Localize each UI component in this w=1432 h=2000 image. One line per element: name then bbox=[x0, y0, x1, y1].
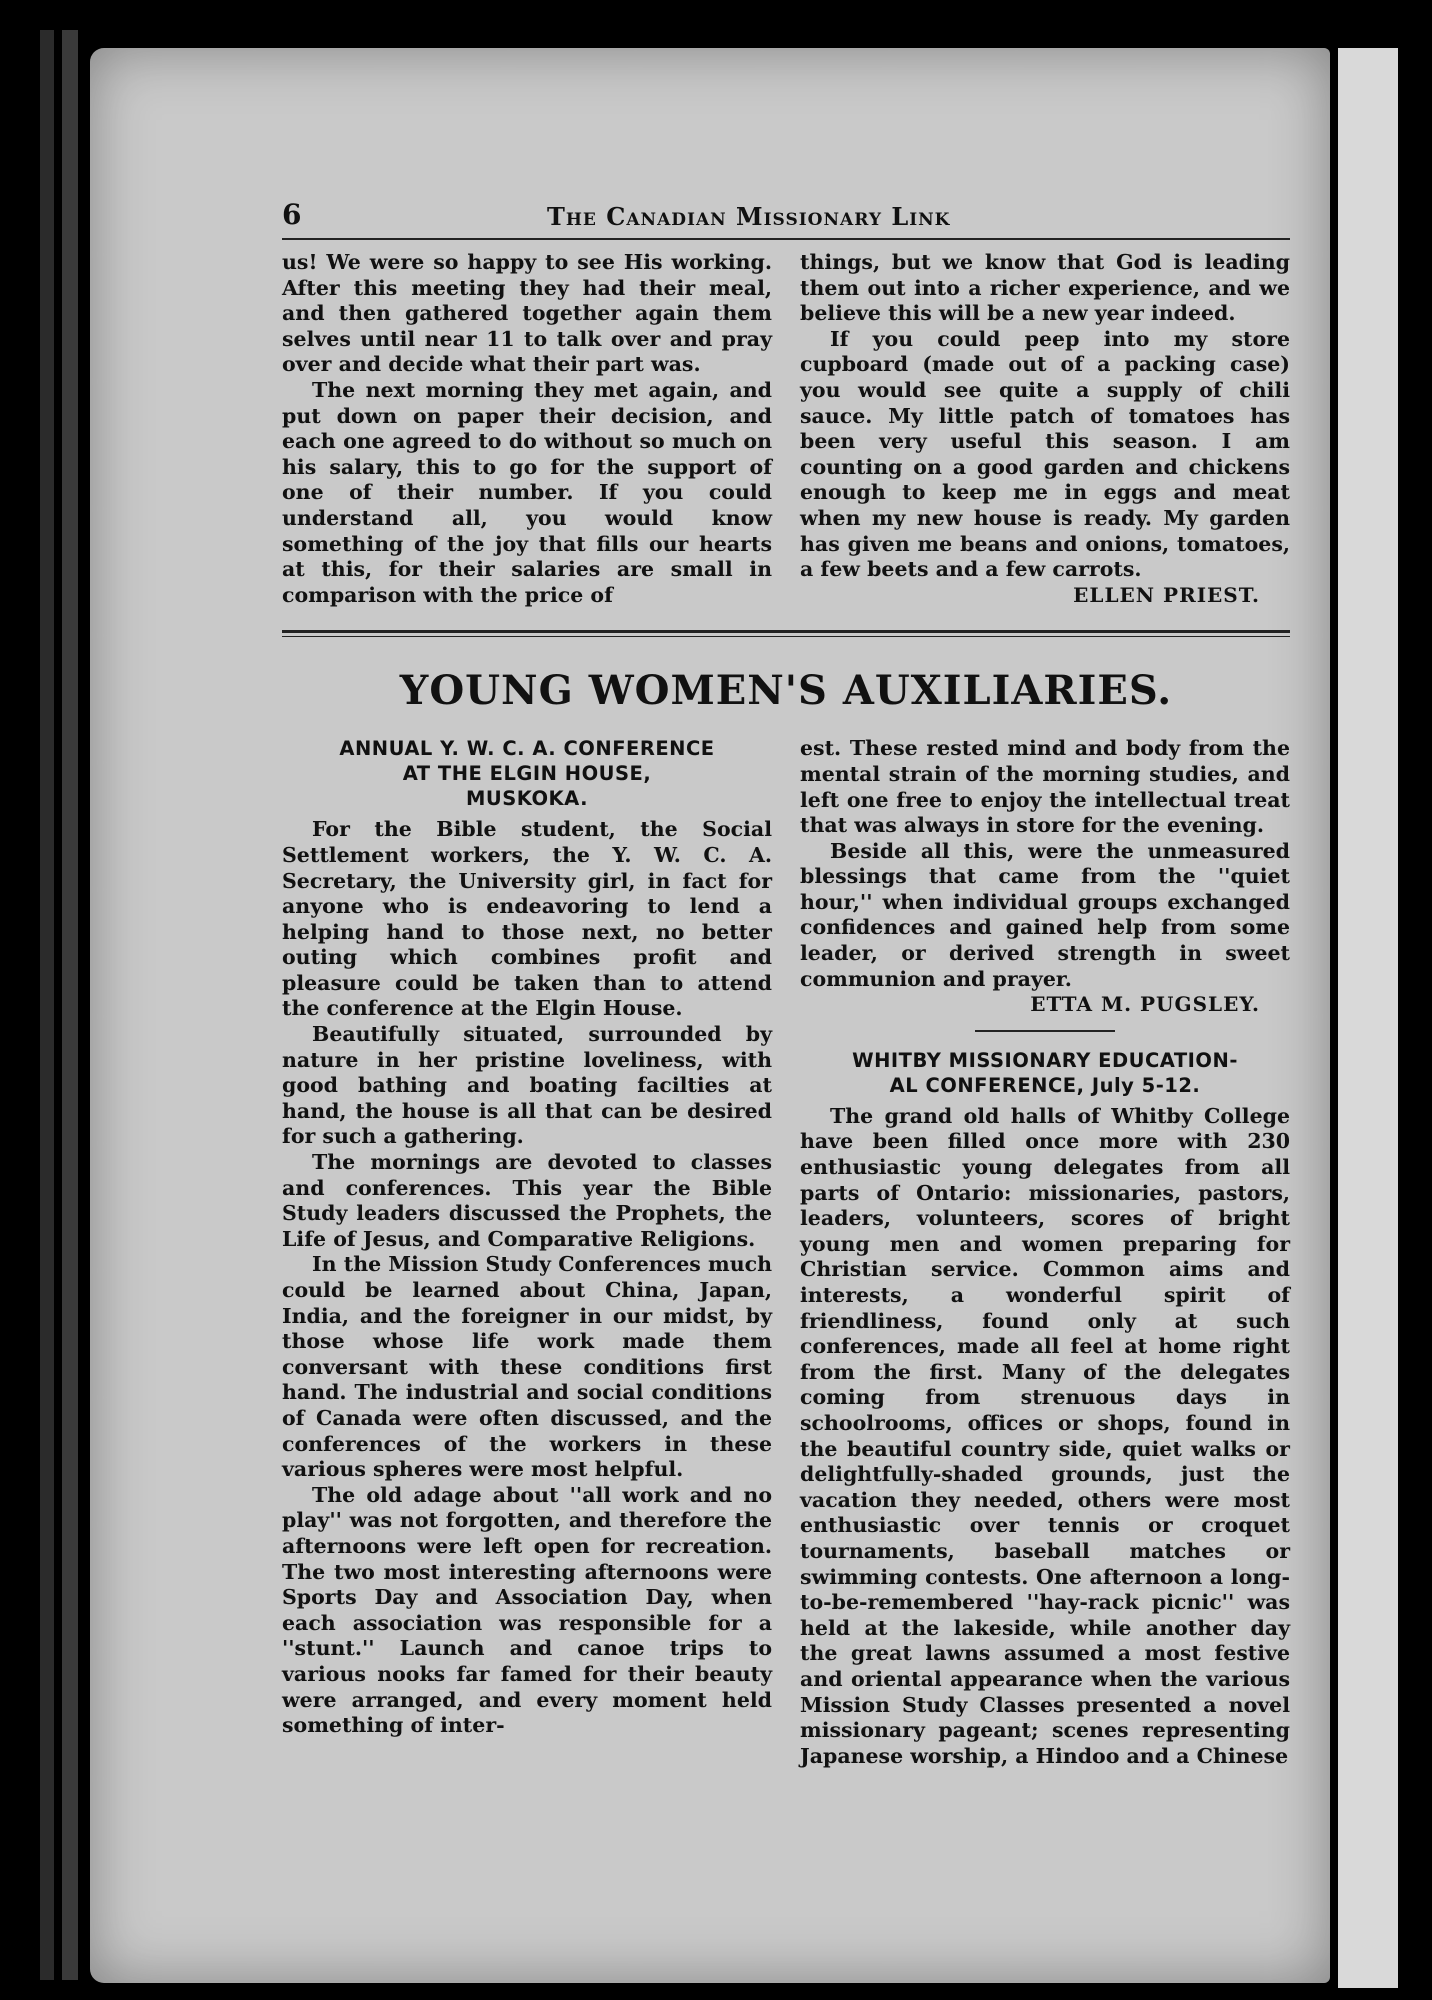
adjacent-page-edge bbox=[1338, 48, 1398, 1988]
paragraph: The old adage about ''all work and no play'' was not forgotten, and therefore the afternoons were left open for recreation. The two most interesting afternoons were Sports Day and Association Day, when each association was responsible for a ''stunt.'' Launch and canoe trips to various nooks far famed for their beauty were arranged, and every moment held something of inter- bbox=[282, 1482, 772, 1738]
title-line bbox=[800, 1073, 1290, 1098]
title-text: AL CONFERENCE, bbox=[889, 1073, 1085, 1097]
book-edge-left-1 bbox=[40, 30, 54, 1980]
whitby-article-title bbox=[800, 1048, 1290, 1098]
paragraph: If you could peep into my store cupboard (made out of a packing case) you would see quite a supply of chili sauce. My little patch of tomatoes has been very useful this season. I am counting on a good garden and chickens enough to keep me in eggs and meat when my new house is ready. My garden has given me beans and onions, tomatoes, a few beets and a few carrots. bbox=[800, 326, 1290, 582]
author-signature: ETTA M. PUGSLEY. bbox=[1030, 992, 1260, 1017]
title-line: ANNUAL Y. W. C. A. CONFERENCE bbox=[339, 737, 715, 761]
section-divider bbox=[282, 630, 1290, 637]
paragraph: things, but we know that God is leading them out into a richer experience, and we believe this will be a new year indeed. bbox=[800, 250, 1290, 326]
paragraph: For the Bible student, the Social Settlement workers, the Y. W. C. A. Secretary, the University girl, in fact for anyone who is endeavoring to lend a helping hand to those next, no better outing which combines profit and pleasure could be taken than to attend the conference at the Elgin House. bbox=[282, 817, 772, 1021]
paragraph: us! We were so happy to see His working. After this meeting they had their meal, and then gathered together again them selves until near 11 to talk over and pray over and decide what their part was. bbox=[282, 250, 772, 377]
top-article-right-column bbox=[800, 250, 1290, 608]
ywca-article-title bbox=[282, 736, 772, 811]
top-article bbox=[282, 250, 1290, 608]
paragraph: The mornings are devoted to classes and conferences. This year the Bible Study leaders discussed the Prophets, the Life of Jesus, and Comparative Religions. bbox=[282, 1150, 772, 1251]
conference-dates: July 5-12. bbox=[1091, 1073, 1201, 1097]
lower-right-column bbox=[800, 736, 1290, 1769]
lower-left-column bbox=[282, 736, 772, 1769]
paragraph: Beside all this, were the unmeasured blessings that came from the ''quiet hour,'' when individual groups exchanged confidences and gained help from some leader, or derived strength in sweet communion and prayer. bbox=[800, 838, 1290, 991]
author-signature: ELLEN PRIEST. bbox=[1073, 582, 1260, 607]
title-line: WHITBY MISSIONARY EDUCATION- bbox=[852, 1048, 1238, 1072]
page-number: 6 bbox=[282, 198, 302, 231]
paragraph: The next morning they met again, and put down on paper their decision, and each one agreed to do without so much on his salary, this to go for the support of one of their number. If you could understand all, you would know something of the joy that fills our hearts at this, for their salaries are small in comparison with the price of bbox=[282, 377, 772, 607]
running-head bbox=[282, 198, 1290, 232]
section-title: YOUNG WOMEN'S AUXILIARIES. bbox=[399, 667, 1173, 715]
paragraph: est. These rested mind and body from the mental strain of the morning studies, and left one free to enjoy the intellectual treat that was always in store for the evening. bbox=[800, 736, 1290, 838]
title-line: MUSKOKA. bbox=[465, 787, 589, 811]
journal-title: The Canadian Missionary Link bbox=[547, 202, 951, 231]
page-content bbox=[282, 198, 1290, 1769]
article-separator bbox=[975, 1030, 1115, 1032]
paragraph: The grand old halls of Whitby College have been filled once more with 230 enthusiastic young delegates from all parts of Ontario: missionaries, pastors, leaders, volunteers, scores of bright young men and women preparing for Christian service. Common aims and interests, a wonderful spirit of friendliness, found only at such conferences, made all feel at home right from the first. Many of the delegates coming from strenuous days in schoolrooms, offices or shops, found in the beautiful country side, quiet walks or delightfully-shaded grounds, just the vacation they needed, others were most enthusiastic over tennis or croquet tournaments, baseball matches or swimming contests. One afternoon a long-to-be-remembered ''hay-rack picnic'' was held at the lakeside, while another day the great lawns assumed a most festive and oriental appearance when the various Mission Study Classes presented a novel missionary pageant; scenes representing Japanese worship, a Hindoo and a Chinese bbox=[800, 1103, 1290, 1768]
lower-articles bbox=[282, 736, 1290, 1769]
top-article-left-column bbox=[282, 250, 772, 608]
title-line: AT THE ELGIN HOUSE, bbox=[402, 762, 652, 786]
paragraph: In the Mission Study Conferences much could be learned about China, Japan, India, and the foreigner in our midst, by those whose life work made them conversant with these conditions first hand. The industrial and social conditions of Canada were often discussed, and the conferences of the workers in these various spheres were most helpful. bbox=[282, 1252, 772, 1482]
book-edge-left-2 bbox=[62, 30, 78, 1980]
paragraph: Beautifully situated, surrounded by nature in her pristine loveliness, with good bathing and boating facilties at hand, the house is all that can be desired for such a gathering. bbox=[282, 1022, 772, 1149]
header-rule bbox=[282, 238, 1290, 240]
